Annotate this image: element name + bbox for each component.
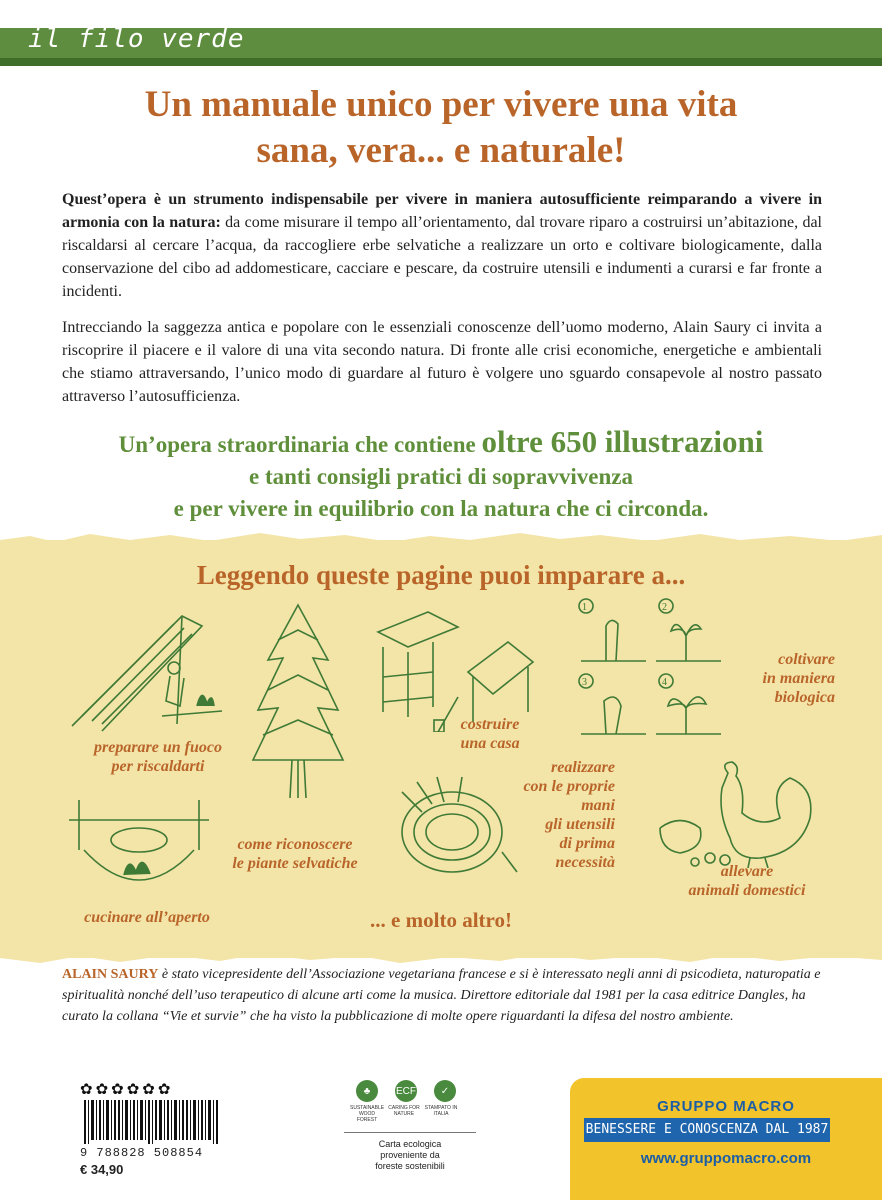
eco-text-line2: proveniente da [380, 1150, 440, 1160]
promo-line1 [0, 426, 882, 461]
headline [0, 82, 882, 174]
headline-line2: sana, vera... e naturale! [256, 130, 626, 171]
more-text: ... e molto altro! [370, 908, 512, 932]
second-paragraph: Intrecciando la saggezza antica e popolare con le essenziali conoscenze dell’uomo moderno, Alain Saury ci invita a riscoprire il piacere e il valore di una vita secondo natura. Di fronte alle crisi economiche, energetiche e ambientali che stiamo attraversando, l’unico modo di guardare al futuro è volgere uno sguardo consapevole al nostro passato attraverso l’autosufficienza. [62, 319, 822, 405]
torn-edge-top [0, 530, 882, 550]
step-number-3: 3 [582, 677, 587, 688]
eco-text-line1: Carta ecologica [378, 1139, 442, 1149]
caption-organic [725, 650, 835, 707]
rooster-illustration [650, 758, 820, 868]
cooking-illustration [64, 790, 214, 900]
author-name: ALAIN SAURY [62, 967, 159, 982]
caption-organic-line2: in maniera [762, 670, 835, 687]
eco-divider [344, 1132, 476, 1133]
tree-illustration [248, 600, 348, 800]
plant-steps-illustration [576, 596, 726, 736]
caption-fire [68, 738, 248, 776]
caption-fire-line2: per riscaldarti [111, 758, 205, 775]
flower-icon: ✿✿✿✿✿✿ [80, 1082, 174, 1098]
caption-tools-line5: di prima [559, 835, 615, 852]
caption-animals-line2: animali domestici [688, 882, 806, 899]
publisher-name: GRUPPO MACRO [657, 1098, 795, 1115]
intro-rest: da come misurare il tempo all’orientamento, dal trovare riparo a costruirsi un’abitazione, dal riscaldarsi al cercare l’acqua, da raccogliere erbe selvatiche a realizzare un orto e coltivare biologicamente, dalla conservazione del cibo ad addomesticare, cacciare e pescare, da costruire utensili e indumenti a curarsi e far fronte a incidenti. [62, 214, 822, 300]
intro-bold: Quest’opera è un strumento indispensabile per vivere in maniera autosufficiente reimparando a vivere in armonia con la natura: [62, 191, 822, 231]
isbn-number: 9 788828 508854 [80, 1146, 204, 1160]
caption-tools-line1: realizzare [551, 759, 615, 776]
promo-highlight: oltre 650 illustrazioni [481, 424, 764, 459]
author-bio [62, 964, 822, 1027]
caption-plants-line1: come riconoscere [237, 836, 353, 853]
author-text: è stato vicepresidente dell’Associazione vegetariana francese e si è interessato negli anni di psicodieta, naturopatia e spiritualità nonché dell’uso terapeutico di alcune arti come la musica. Direttore editoriale dal 1981 per la casa editrice Dangles, ha curato la collana “Vie et survie” che ha visto la pubblicazione di molte opere riguardanti la difesa del nostro ambiente. [62, 967, 821, 1024]
shelter-illustration [62, 606, 232, 736]
caption-tools-line3: mani [581, 797, 615, 814]
caption-plants-line2: le piante selvatiche [232, 855, 358, 872]
publisher-tagline: BENESSERE E CONOSCENZA DAL 1987 [584, 1118, 830, 1142]
tree-icon: ♣ [356, 1080, 378, 1102]
caption-house [440, 715, 540, 753]
caption-animals [672, 862, 822, 900]
learn-title: Leggendo queste pagine puoi imparare a... [196, 560, 686, 590]
eco-label-3: STAMPATO IN ITALIA [424, 1105, 458, 1117]
promo-line3: e per vivere in equilibrio con la natura che ci circonda. [173, 496, 709, 521]
ecf-icon: ECF [395, 1080, 417, 1102]
caption-organic-line1: coltivare [778, 651, 835, 668]
price: € 34,90 [80, 1162, 124, 1177]
caption-house-line2: una casa [460, 735, 520, 752]
caption-house-line1: costruire [460, 716, 520, 733]
promo-block [0, 426, 882, 525]
eco-labels [350, 1105, 458, 1123]
eco-label-1: SUSTAINABLE WOOD FOREST [350, 1105, 385, 1123]
eco-text [344, 1139, 476, 1172]
barcode-block [80, 1080, 222, 1180]
caption-cook-line1: cucinare all’aperto [84, 909, 210, 926]
step-number-4: 4 [662, 677, 667, 688]
eco-label-2: CARING FOR NATURE [388, 1105, 420, 1117]
promo-line1-a: Un’opera straordinaria che contiene [118, 432, 482, 457]
promo-line2: e tanti consigli pratici di sopravvivenza [249, 464, 633, 489]
house-illustration [368, 602, 538, 732]
series-strip [0, 58, 882, 66]
caption-tools [495, 758, 615, 872]
series-name: il filo verde [28, 24, 245, 54]
caption-tools-line2: con le proprie [523, 778, 615, 795]
eco-icons [356, 1080, 456, 1102]
step-number-2: 2 [662, 602, 667, 613]
series-banner [0, 0, 882, 70]
publisher-block [570, 1078, 882, 1200]
check-icon: ✓ [434, 1080, 456, 1102]
publisher-url: www.gruppomacro.com [640, 1150, 812, 1167]
step-number-1: 1 [582, 602, 587, 613]
caption-organic-line3: biologica [774, 689, 835, 706]
caption-animals-line1: allevare [720, 863, 774, 880]
intro-paragraph [62, 188, 822, 303]
headline-line1: Un manuale unico per vivere una vita [144, 84, 738, 125]
caption-plants [200, 835, 390, 873]
barcode-icon [84, 1100, 218, 1144]
caption-tools-line6: necessità [555, 854, 615, 871]
caption-tools-line4: gli utensili [545, 816, 615, 833]
caption-fire-line1: preparare un fuoco [93, 739, 222, 756]
eco-paper-block [344, 1080, 476, 1190]
learn-panel [0, 540, 882, 958]
eco-text-line3: foreste sostenibili [375, 1161, 445, 1171]
